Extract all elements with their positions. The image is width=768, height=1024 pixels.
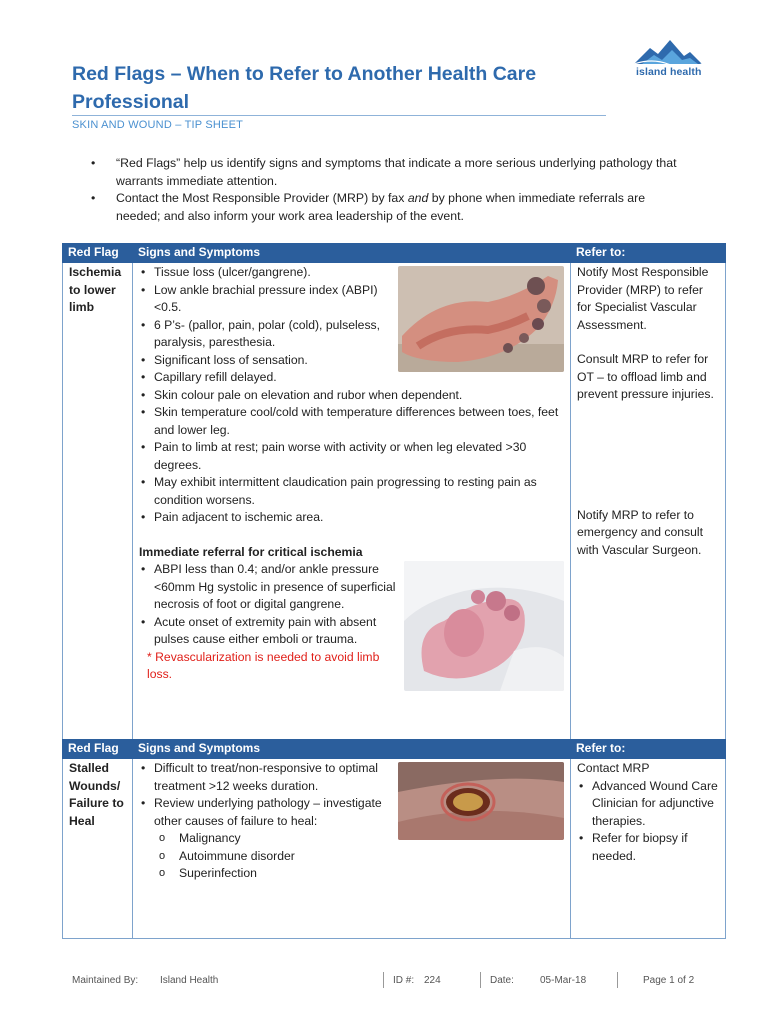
list-item: • Refer for biopsy if needed. [577,830,719,865]
footer-maintained-label: Maintained By: [72,975,139,986]
list-item: • Difficult to treat/non-responsive to optimal treatment >12 weeks duration. [139,760,564,795]
page-title [72,60,592,116]
list-item: • May exhibit intermittent claudication pain progressing to resting pain as condition worsens. [139,474,564,509]
signs-cell [133,263,571,740]
revascularization-note: * Revascularization is needed to avoid limb loss. [147,649,380,681]
critical-ischemia-heading: Immediate referral for critical ischemia [139,544,363,559]
title-line-1: Red Flags – When to Refer to Another Health Care [72,63,537,85]
flag-stalled-wounds: Stalled Wounds/ Failure to Heal [63,759,133,939]
list-item: • Skin temperature cool/cold with temperature differences between toes, feet and lower leg. [139,404,564,439]
flag-ischemia: Ischemia to lower limb [63,263,133,740]
footer-id-value: 224 [424,975,441,986]
stalled-wounds-table [62,739,726,939]
header-red-flag: Red Flag [63,244,133,263]
refer-text: Notify MRP to refer to emergency and consult with Vascular Surgeon. [577,507,704,557]
page-subtitle: SKIN AND WOUND – TIP SHEET [72,119,244,131]
other-causes-list [139,830,564,883]
list-item: • Tissue loss (ulcer/gangrene). [139,264,564,282]
intro-list [88,155,688,225]
refer-text: Consult MRP to refer for OT – to offload limb and prevent pressure injuries. [577,352,714,401]
list-item: • Capillary refill delayed. [139,369,564,387]
header-signs: Signs and Symptoms [133,740,571,759]
critical-signs-list [139,561,564,649]
footer-separator [480,972,481,988]
stalled-signs-list [139,760,564,830]
intro-item: • Contact the Most Responsible Provider (MRP) by fax and by phone when immediate referrals are needed; and also inform your work area leadership of the event. [88,190,688,225]
list-item: • Skin colour pale on elevation and rubor when dependent. [139,387,564,405]
footer-maintained-value: Island Health [160,975,219,986]
header-red-flag: Red Flag [63,740,133,759]
list-item: • Pain to limb at rest; pain worse with activity or when leg elevated >30 degrees. [139,439,564,474]
logo-text: island health [636,66,702,78]
signs-cell [133,759,571,939]
refer-cell [571,263,726,740]
header-signs: Signs and Symptoms [133,244,571,263]
footer-page-number: Page 1 of 2 [643,975,695,986]
list-item: o Autoimmune disorder [159,848,564,866]
ischemia-signs-list [139,264,564,527]
footer-separator [383,972,384,988]
refer-heading: Contact MRP [577,761,650,775]
title-divider [72,115,606,116]
list-item: • Significant loss of sensation. [139,352,564,370]
refer-text: Notify Most Responsible Provider (MRP) to refer for Specialist Vascular Assessment. [577,265,709,332]
refer-list [577,778,719,866]
list-item: • 6 P’s- (pallor, pain, polar (cold), pulseless, paralysis, paresthesia. [139,317,564,352]
list-item: • ABPI less than 0.4; and/or ankle pressure <60mm Hg systolic in presence of superficial necrosis of foot or digital gangrene. [139,561,564,614]
intro-item: • “Red Flags” help us identify signs and symptoms that indicate a more serious underlying pathology that warrants immediate attention. [88,155,688,190]
footer-date-label: Date: [490,975,514,986]
list-item: • Advanced Wound Care Clinician for adjunctive therapies. [577,778,719,831]
ischemia-table [62,243,726,740]
footer-id-label: ID #: [393,975,415,986]
list-item: • Review underlying pathology – investigate other causes of failure to heal: [139,795,564,830]
title-line-2: Professional [72,91,190,113]
list-item: o Malignancy [159,830,564,848]
header-refer: Refer to: [571,740,726,759]
list-item: • Pain adjacent to ischemic area. [139,509,564,527]
list-item: • Low ankle brachial pressure index (ABPI) <0.5. [139,282,564,317]
footer-separator [617,972,618,988]
list-item: o Superinfection [159,865,564,883]
footer-date-value: 05-Mar-18 [540,975,587,986]
header-refer: Refer to: [571,244,726,263]
list-item: • Acute onset of extremity pain with absent pulses cause either emboli or trauma. [139,614,564,649]
refer-cell [571,759,726,939]
